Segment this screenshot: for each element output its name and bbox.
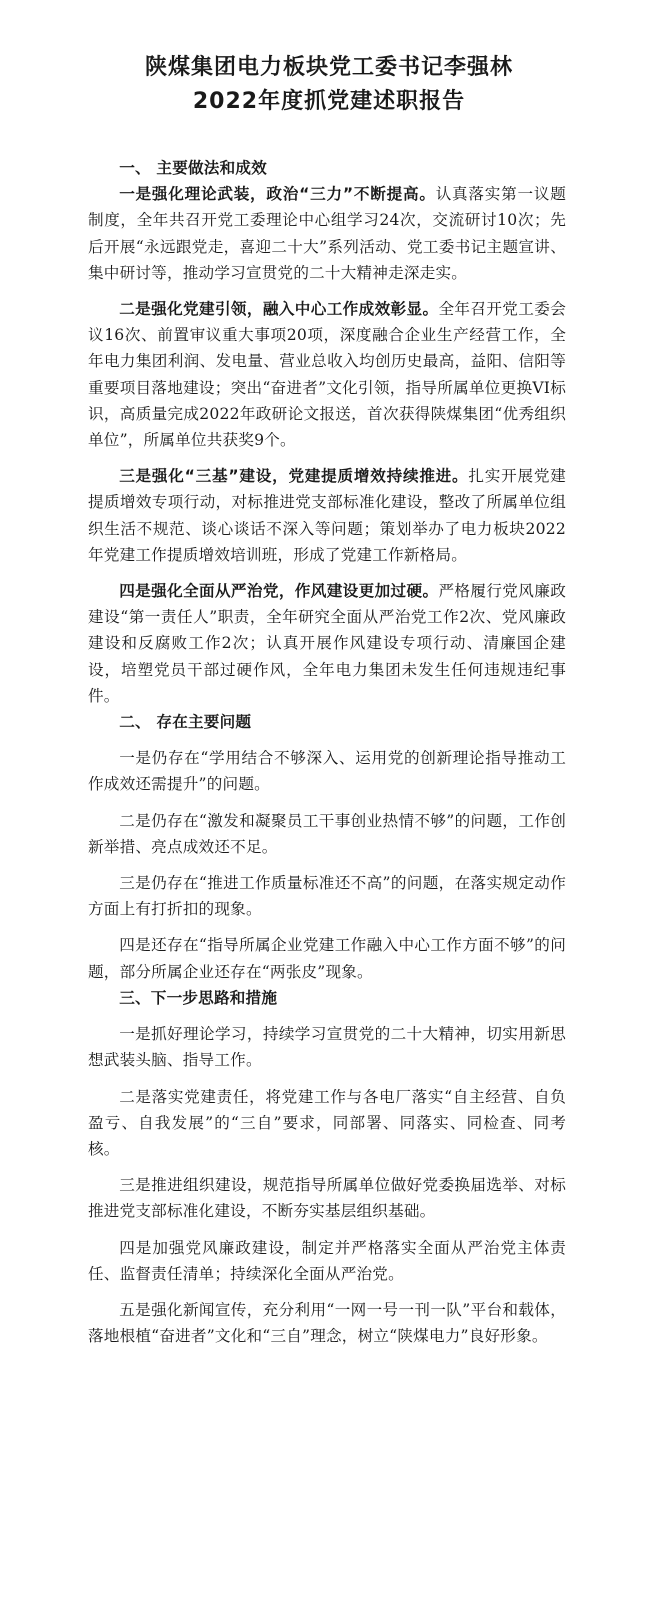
paragraph-lead: 一是强化理论武装，政治“三力”不断提高。 xyxy=(119,185,436,204)
paragraph: 一是抓好理论学习，持续学习宣贯党的二十大精神，切实用新思想武装头脑、指导工作。 xyxy=(88,1025,566,1070)
paragraph xyxy=(88,578,566,709)
paragraph-lead: 三是强化“三基”建设，党建提质增效持续推进。 xyxy=(119,467,469,486)
paragraph: 二是落实党建责任，将党建工作与各电厂落实“自主经营、自负盈亏、自我发展”的“三自”要求，同部署、同落实、同检查、同考核。 xyxy=(88,1087,566,1158)
paragraph xyxy=(88,296,566,453)
paragraph: 四是加强党风廉政建设，制定并严格落实全面从严治党主体责任、监督责任清单；持续深化全面从严治党。 xyxy=(88,1238,566,1283)
report-title-line-2: 2022年度抓党建述职报告 xyxy=(192,89,466,114)
paragraph: 四是还存在“指导所属企业党建工作融入中心工作方面不够”的问题，部分所属企业还存在“两张皮”现象。 xyxy=(88,936,566,981)
section-heading-3: 三、下一步思路和措施 xyxy=(119,988,278,1007)
paragraph-lead: 二是强化党建引领，融入中心工作成效彰显。 xyxy=(119,300,439,319)
report-body xyxy=(88,155,566,1349)
paragraph-text: 扎实开展党建提质增效专项行动，对标推进党支部标准化建设，整改了所属单位组织生活不规范、谈心谈话不深入等问题；策划举办了电力板块2022年党建工作提质增效培训班，形成了党建工作新格局。 xyxy=(88,467,566,564)
paragraph-lead: 四是强化全面从严治党，作风建设更加过硬。 xyxy=(119,582,439,601)
paragraph: 三是推进组织建设，规范指导所属单位做好党委换届选举、对标推进党支部标准化建设，不断夯实基层组织基础。 xyxy=(88,1176,566,1221)
section-heading-2: 二、 存在主要问题 xyxy=(119,713,252,732)
report-title-line-1: 陕煤集团电力板块党工委书记李强林 xyxy=(144,55,513,80)
section-heading-1: 一、 主要做法和成效 xyxy=(119,159,267,177)
paragraph xyxy=(88,463,566,568)
paragraph: 一是仍存在“学用结合不够深入、运用党的创新理论指导推动工作成效还需提升”的问题。 xyxy=(88,749,566,794)
paragraph xyxy=(88,181,566,286)
paragraph-text: 全年召开党工委会议16次、前置审议重大事项20项，深度融合企业生产经营工作，全年电力集团利润、发电量、营业总收入均创历史最高，益阳、信阳等重要项目落地建设；突出“奋进者”文化引领，指导所属单位更换VI标识，高质量完成2022年政研论文报送，首次获得陕煤集团“优秀组织单位”，所属单位共获奖9个。 xyxy=(88,300,566,450)
paragraph-text: 严格履行党风廉政建设“第一责任人”职责，全年研究全面从严治党工作2次、党风廉政建设和反腐败工作2次；认真开展作风建设专项行动、清廉国企建设，培塑党员干部过硬作风，全年电力集团未发生任何违规违纪事件。 xyxy=(88,582,566,705)
paragraph: 五是强化新闻宣传，充分利用“一网一号一刊一队”平台和载体，落地根植“奋进者”文化和“三自”理念，树立“陕煤电力”良好形象。 xyxy=(88,1300,566,1346)
paragraph: 二是仍存在“激发和凝聚员工干事创业热情不够”的问题，工作创新举措、亮点成效还不足。 xyxy=(88,811,566,856)
paragraph: 三是仍存在“推进工作质量标准还不高”的问题，在落实规定动作方面上有打折扣的现象。 xyxy=(88,874,566,919)
paragraph-text: 认真落实第一议题制度，全年共召开党工委理论中心组学习24次，交流研讨10次；先后开展“永远跟党走，喜迎二十大”系列活动、党工委书记主题宣讲、集中研讨等，推动学习宣贯党的二十大精神走深走实。 xyxy=(88,185,566,282)
